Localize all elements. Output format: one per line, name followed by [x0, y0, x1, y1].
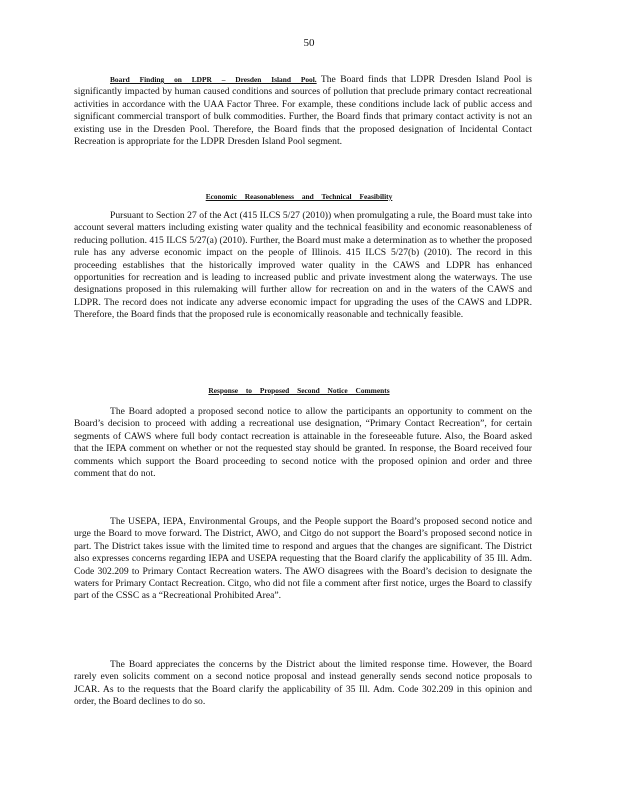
section-heading: Economic Reasonableness and Technical Feasibility: [205, 192, 393, 201]
section-heading: Board Finding on LDPR – Dresden Island Pool.: [110, 75, 317, 84]
page-number: 50: [303, 37, 315, 49]
paragraph: Pursuant to Section 27 of the Act (415 ILCS 5/27 (2010)) when promulgating a rule, the Board must take into account several matters including existing water quality and the technical feasibility and economic reasonableness of reducing pollution. 415 ILCS 5/27(a) (2010). Further, the Board must make a determination as to whether the proposed rule has any adverse economic impact on the people of Illinois. 415 ILCS 5/27(b) (2010). The record in this proceeding establishes that the historically improved water quality in the CAWS and LDPR has enhanced opportunities for recreation and is leading to increased public and private investment along the waterways. The use designations proposed in this rulemaking will further allow for recreation on and in the waters of the CAWS and LDPR. The record does not indicate any adverse economic impact for upgrading the uses of the CAWS and LDPR. Therefore, the Board finds that the proposed rule is economically reasonable and technically feasible.: [74, 210, 532, 321]
paragraph: The Board adopted a proposed second notice to allow the participants an opportunity to comment on the Board’s decision to proceed with adding a recreational use designation, “Primary Contact Recreation”, for certain segments of CAWS where full body contact recreation is attainable in the foreseeable future. Also, the Board asked that the IEPA comment on whether or not the requested stay should be granted. In response, the Board received four comments which support the Board proceeding to second notice with the proposed opinion and order and three comment that do not.: [74, 406, 532, 480]
section-economic: [74, 210, 532, 322]
paragraph: The Board appreciates the concerns by the District about the limited response time. However, the Board rarely even solicits comment on a second notice proposal and instead generally sends second notice proposals to JCAR. As to the requests that the Board clarify the applicability of 35 Ill. Adm. Code 302.209 in this opinion and order, the Board declines to do so.: [74, 659, 532, 708]
paragraph-text: The Board finds that LDPR Dresden Island Pool is significantly impacted by human caused conditions and sources of pollution that preclude primary contact recreational activities in accordance with the UAA Factor Three. For example, these conditions include lack of public access and significant commercial transport of bulk commodities. Further, the Board finds that primary contact activity is not an existing use in the Dresden Pool. Therefore, the Board finds that the proposed designation of Incidental Contact Recreation is appropriate for the LDPR Dresden Island Pool segment.: [74, 74, 532, 148]
section-heading: Response to Proposed Second Notice Comments: [208, 386, 390, 395]
section-response: [74, 406, 532, 480]
heading-economic-row: [0, 186, 618, 204]
paragraph: The USEPA, IEPA, Environmental Groups, and the People support the Board’s proposed second notice and urge the Board to move forward. The District, AWO, and Citgo do not support the Board’s proposed second notice in part. The District takes issue with the limited time to respond and argues that the changes are significant. The District also expresses concerns regarding IEPA and USEPA requesting that the Board clarify the applicability of 35 Ill. Adm. Code 302.209 to Primary Contact Recreation waters. The AWO disagrees with the Board’s decision to designate the waters for Primary Contact Recreation. Citgo, who did not file a comment after first notice, urges the Board to classify part of the CSSC as a “Recreational Prohibited Area”.: [74, 516, 532, 602]
section-response-2: [74, 516, 532, 603]
heading-response-row: [0, 380, 618, 398]
section-response-3: [74, 659, 532, 709]
paragraph: [74, 74, 532, 148]
section-ldpr-finding: [74, 74, 532, 148]
